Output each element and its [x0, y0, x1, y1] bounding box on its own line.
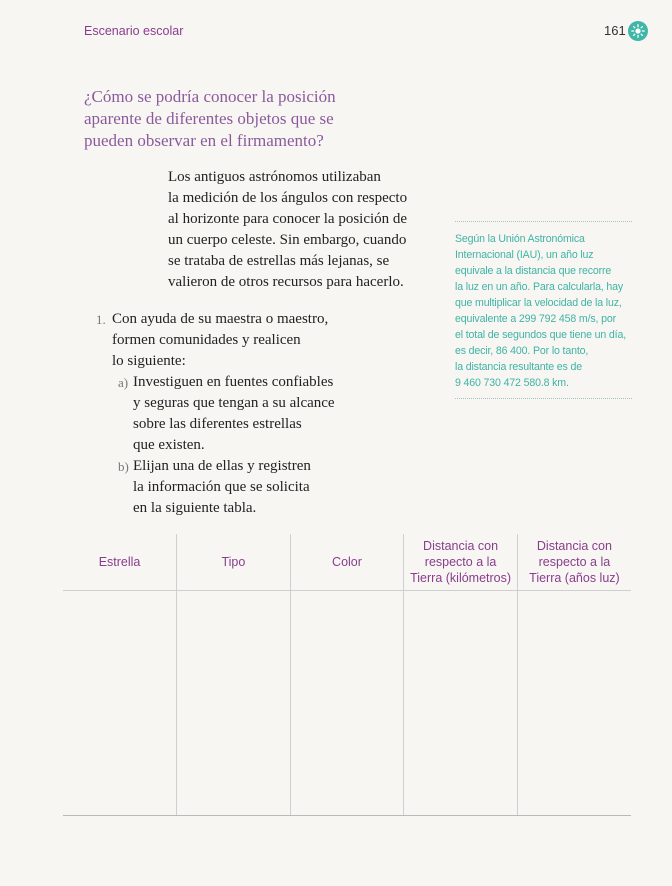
table-row — [63, 591, 631, 816]
intro-line: Los antiguos astrónomos utilizaban — [168, 169, 381, 185]
cell-distance-ly[interactable] — [517, 591, 631, 816]
item-line: en la siguiente tabla. — [133, 500, 257, 516]
cell-color[interactable] — [290, 591, 404, 816]
note-line: el total de segundos que tiene un día, — [455, 329, 627, 341]
header-distance-km: Distancia con respecto a la Tierra (kilómetros) — [404, 534, 518, 591]
activity-number: 1. — [96, 312, 106, 327]
section-title: Escenario escolar — [84, 24, 184, 38]
note-line: 9 460 730 472 580.8 km. — [455, 377, 569, 389]
item-line: sobre las diferentes estrellas — [133, 416, 302, 432]
guiding-question: ¿Cómo se podría conocer la posición aparente de diferentes objetos que se pueden observar en el firmamento? — [84, 87, 336, 150]
intro-line: al horizonte para conocer la posición de — [168, 211, 408, 227]
header-color: Color — [290, 534, 404, 591]
note-line: Según la Unión Astronómica — [455, 233, 585, 245]
sun-icon — [628, 21, 648, 41]
item-letter: b) — [118, 459, 129, 474]
cell-distance-km[interactable] — [404, 591, 518, 816]
light-year-note — [455, 221, 632, 399]
note-line: equivale a la distancia que recorre — [455, 265, 612, 277]
activity-line: Con ayuda de su maestra o maestro, — [112, 311, 329, 327]
cell-star[interactable] — [63, 591, 177, 816]
item-line: la información que se solicita — [133, 479, 310, 495]
item-line: que existen. — [133, 437, 205, 453]
table-header-row — [63, 534, 631, 591]
cell-type[interactable] — [177, 591, 291, 816]
activity-instruction — [112, 309, 352, 372]
item-letter: a) — [118, 375, 129, 390]
activity-line: lo siguiente: — [112, 353, 186, 369]
intro-line: valieron de otros recursos para hacerlo. — [168, 274, 404, 290]
intro-paragraph — [168, 167, 418, 293]
note-line: Internacional (IAU), un año luz — [455, 249, 594, 261]
header-star: Estrella — [63, 534, 177, 591]
activity-line: formen comunidades y realicen — [112, 332, 301, 348]
note-line: la distancia resultante es de — [455, 361, 582, 373]
note-line: equivalente a 299 792 458 m/s, por — [455, 313, 616, 325]
item-text — [133, 372, 353, 456]
header-type: Tipo — [177, 534, 291, 591]
item-text — [133, 456, 353, 519]
star-data-table — [63, 534, 631, 816]
item-line: Investiguen en fuentes confiables — [133, 374, 334, 390]
note-line: que multiplicar la velocidad de la luz, — [455, 297, 622, 309]
intro-line: se trataba de estrellas más lejanas, se — [168, 253, 390, 269]
star-table — [63, 534, 631, 816]
note-line: la luz en un año. Para calcularla, hay — [455, 281, 624, 293]
item-line: y seguras que tengan a su alcance — [133, 395, 335, 411]
intro-line: un cuerpo celeste. Sin embargo, cuando — [168, 232, 407, 248]
header-distance-ly: Distancia con respecto a la Tierra (años luz) — [517, 534, 631, 591]
note-line: es decir, 86 400. Por lo tanto, — [455, 345, 589, 357]
page-number: 161 — [604, 23, 626, 38]
item-line: Elijan una de ellas y registren — [133, 458, 311, 474]
intro-line: la medición de los ángulos con respecto — [168, 190, 408, 206]
